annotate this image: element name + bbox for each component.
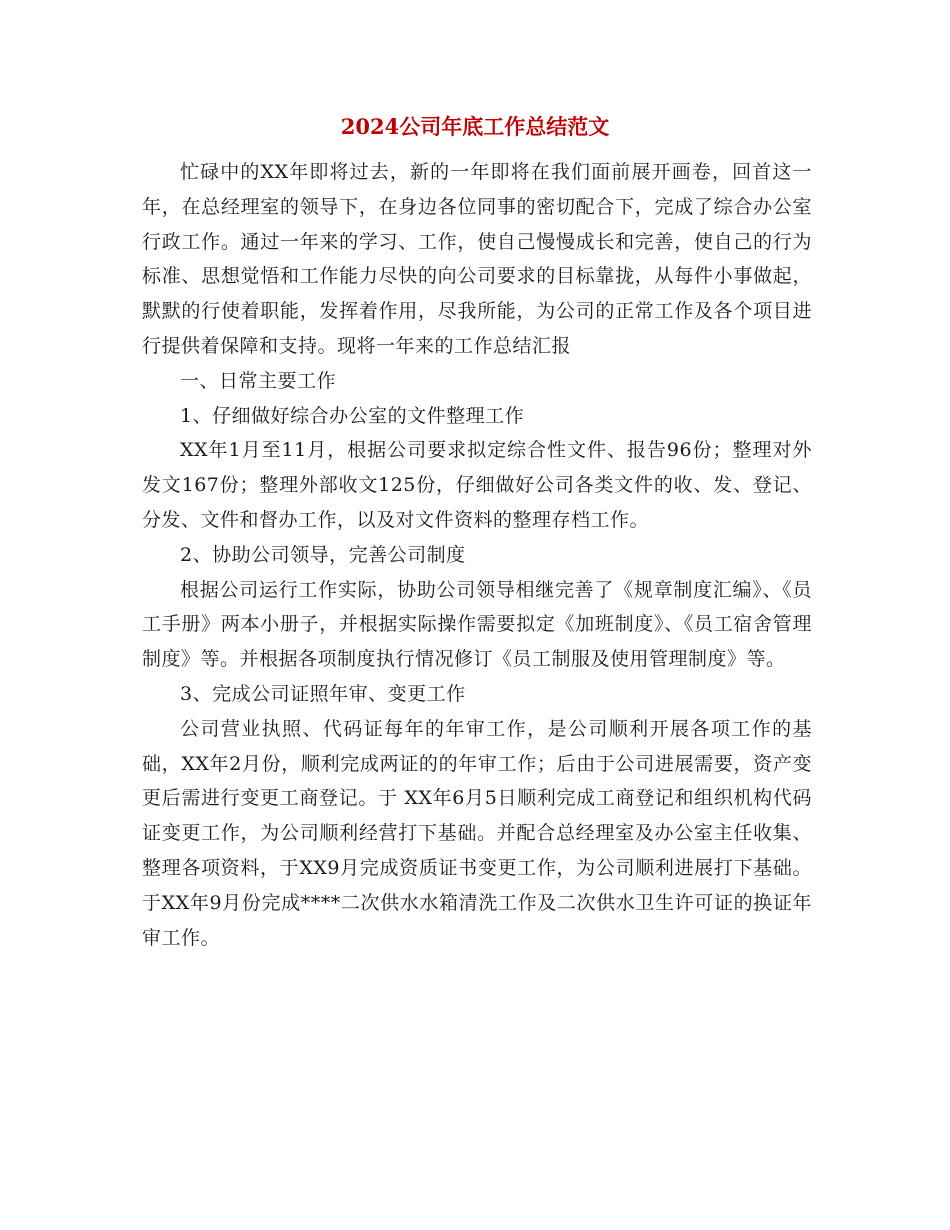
paragraph-company-system: 根据公司运行工作实际，协助公司领导相继完善了《规章制度汇编》、《员工手册》两本小册子，并根据实际操作需要拟定《加班制度》、《员工宿舍管理制度》等。并根据各项制度执行情况修订《员工制服及使用管理制度》等。 — [142, 578, 812, 671]
paragraph-license-review: 公司营业执照、代码证每年的年审工作，是公司顺利开展各项工作的基础，XX年2月份，顺利完成两证的的年审工作；后由于公司进展需要，资产变更后需进行变更工商登记。于 XX年6月5日顺利完成工商登记和组织机构代码证变更工作，为公司顺利经营打下基础。并配合总经理室及办公室主任收集、整理各项资料，于XX9月完成资质证书变更工作，为公司顺利进展打下基础。于XX年9月份完成****二次供水水箱清洗工作及二次供水卫生许可证的换证年审工作。 — [142, 717, 812, 949]
subheading-company-system: 2、协助公司领导，完善公司制度 — [180, 543, 466, 566]
paragraph-file-management: XX年1月至11月，根据公司要求拟定综合性文件、报告96份；整理对外发文167份；整理外部收文125份，仔细做好公司各类文件的收、发、登记、分发、文件和督办工作，以及对文件资料的整理存档工作。 — [142, 439, 812, 531]
section-heading-daily-work: 一、日常主要工作 — [180, 369, 337, 392]
document-title: 2024公司年底工作总结范文 — [340, 114, 610, 139]
paragraph-intro: 忙碌中的XX年即将过去，新的一年即将在我们面前展开画卷，回首这一年，在总经理室的领导下，在身边各位同事的密切配合下，完成了综合办公室行政工作。通过一年来的学习、工作，使自己慢慢成长和完善，使自己的行为标准、思想觉悟和工作能力尽快的向公司要求的目标靠拢，从每件小事做起，默默的行使着职能，发挥着作用，尽我所能，为公司的正常工作及各个项目进行提供着保障和支持。现将一年来的工作总结汇报 — [142, 161, 812, 357]
document-body — [142, 155, 812, 955]
subheading-file-management: 1、仔细做好综合办公室的文件整理工作 — [180, 404, 525, 427]
subheading-license-review: 3、完成公司证照年审、变更工作 — [180, 682, 466, 705]
